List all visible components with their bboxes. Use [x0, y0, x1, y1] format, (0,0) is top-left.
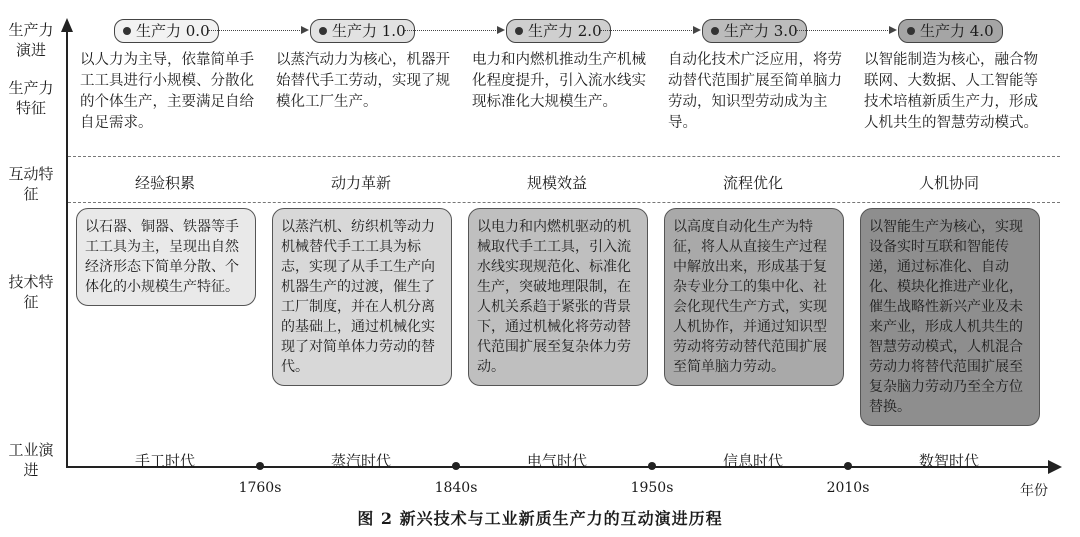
- stage-arrow: [208, 30, 302, 31]
- bullet-dot-icon: [123, 27, 131, 35]
- stage-label: 生产力 4.0: [920, 22, 994, 40]
- tick-label-1760s: 1760s: [238, 480, 282, 496]
- stage-arrow: [796, 30, 890, 31]
- tick-label-1840s: 1840s: [434, 480, 478, 496]
- tech-feature-box-3: [664, 208, 844, 386]
- bullet-dot-icon: [907, 27, 915, 35]
- row-label-tech-features: 技术特征: [8, 273, 54, 311]
- tech-feature-box-4: [860, 208, 1040, 426]
- era-label-3: 信息时代: [722, 452, 783, 470]
- figure-caption: 图 2 新兴技术与工业新质生产力的互动演进历程: [357, 509, 723, 528]
- era-label-4: 数智时代: [918, 452, 979, 470]
- interaction-feature-3: 流程优化: [722, 174, 783, 192]
- row-label-productivity-evolution: 生产力演进: [8, 21, 54, 59]
- productivity-feature-4: 以智能制造为核心，融合物联网、大数据、人工智能等技术培植新质生产力，形成人机共生的智慧劳动模式。: [864, 52, 1038, 131]
- timeline-tick: [256, 462, 264, 470]
- row-label-interaction-features: 互动特征: [8, 165, 54, 203]
- stage-arrow: [404, 30, 498, 31]
- separator-line: [68, 202, 1060, 203]
- tech-feature-box-2: [468, 208, 648, 386]
- tech-feature-box-1: [272, 208, 452, 386]
- x-axis-arrowhead: [1048, 460, 1062, 474]
- timeline-tick: [452, 462, 460, 470]
- x-axis-label: 年份: [1020, 483, 1048, 499]
- era-label-0: 手工时代: [134, 452, 195, 470]
- stage-pill-4: [898, 19, 1003, 43]
- y-axis-arrowhead: [61, 18, 73, 32]
- stage-label: 生产力 1.0: [332, 22, 406, 40]
- interaction-feature-0: 经验积累: [134, 174, 195, 192]
- stage-label: 生产力 2.0: [528, 22, 602, 40]
- era-label-2: 电气时代: [526, 452, 587, 470]
- bullet-dot-icon: [515, 27, 523, 35]
- productivity-feature-2: 电力和内燃机推动生产机械化程度提升，引入流水线实现标准化大规模生产。: [472, 52, 646, 110]
- timeline-tick: [648, 462, 656, 470]
- productivity-feature-3: 自动化技术广泛应用，将劳动替代范围扩展至简单脑力劳动，知识型劳动成为主导。: [668, 52, 842, 131]
- stage-label: 生产力 3.0: [724, 22, 798, 40]
- era-label-1: 蒸汽时代: [330, 452, 391, 470]
- stage-label: 生产力 0.0: [136, 22, 210, 40]
- stage-pill-0: [114, 19, 219, 43]
- tech-feature-text: 以蒸汽机、纺织机等动力机械替代手工工具为标志，实现了从手工生产向机器生产的过渡，催生了工厂制度，并在人机分离的基础上，通过机械化实现了对简单体力劳动的替代。: [281, 219, 435, 375]
- bullet-dot-icon: [711, 27, 719, 35]
- stage-pill-3: [702, 19, 807, 43]
- tech-feature-text: 以电力和内燃机驱动的机械取代手工工具，引入流水线实现规范化、标准化生产，突破地理限制，在人机关系趋于紧张的背景下，通过机械化将劳动替代范围扩展至复杂体力劳动。: [477, 219, 631, 375]
- timeline-tick: [844, 462, 852, 470]
- tech-feature-text: 以石器、铜器、铁器等手工工具为主，呈现出自然经济形态下简单分散、个体化的小规模生产特征。: [85, 219, 239, 295]
- tech-feature-box-0: [76, 208, 256, 306]
- tech-feature-text: 以高度自动化生产为特征，将人从直接生产过程中解放出来，形成基于复杂专业分工的集中化、社会化现代生产方式，实现人机协作，并通过知识型劳动将劳动替代范围扩展至简单脑力劳动。: [673, 219, 827, 375]
- productivity-feature-1: 以蒸汽动力为核心，机器开始替代手工劳动，实现了规模化工厂生产。: [276, 52, 450, 110]
- tick-label-1950s: 1950s: [630, 480, 674, 496]
- productivity-feature-0: 以人力为主导，依靠简单手工工具进行小规模、分散化的个体生产，主要满足自给自足需求。: [80, 52, 254, 131]
- stage-pill-2: [506, 19, 611, 43]
- stage-pill-1: [310, 19, 415, 43]
- tech-feature-text: 以智能生产为核心，实现设备实时互联和智能传递，通过标准化、自动化、模块化推进产业化，催生战略性新兴产业及未来产业，形成人机共生的智慧劳动模式，人机混合劳动力将替代范围扩展至复杂脑力劳动乃至全方位替换。: [869, 219, 1023, 415]
- tick-label-2010s: 2010s: [826, 480, 870, 496]
- separator-line: [68, 156, 1060, 157]
- row-label-industry-evolution: 工业演进: [8, 441, 54, 479]
- interaction-feature-2: 规模效益: [526, 174, 587, 192]
- row-label-productivity-features: 生产力特征: [8, 79, 54, 117]
- interaction-feature-1: 动力革新: [330, 174, 391, 192]
- interaction-feature-4: 人机协同: [918, 174, 979, 192]
- bullet-dot-icon: [319, 27, 327, 35]
- y-axis: [66, 30, 68, 468]
- stage-arrow: [600, 30, 694, 31]
